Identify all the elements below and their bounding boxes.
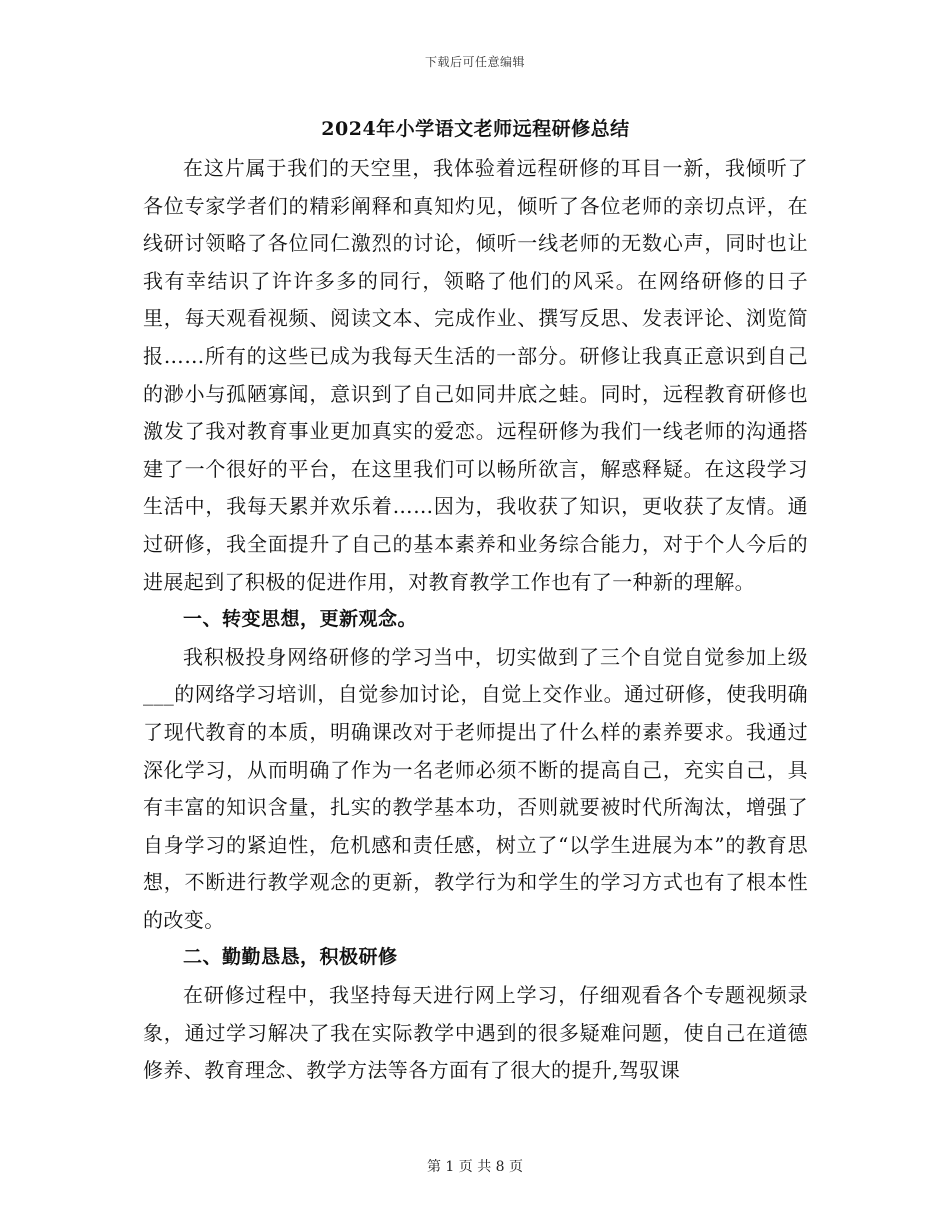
- intro-paragraph: 在这片属于我们的天空里，我体验着远程研修的耳目一新，我倾听了各位专家学者们的精彩阐释和真知灼见，倾听了各位老师的亲切点评，在线研讨领略了各位同仁激烈的讨论，倾听一线老师的无数心声，同时也让我有幸结识了许许多多的同行，领略了他们的风采。在网络研修的日子里，每天观看视频、阅读文本、完成作业、撰写反思、发表评论、浏览简报……所有的这些已成为我每天生活的一部分。研修让我真正意识到自己的渺小与孤陋寡闻，意识到了自己如同井底之蛙。同时，远程教育研修也激发了我对教育事业更加真实的爱恋。远程研修为我们一线老师的沟通搭建了一个很好的平台，在这里我们可以畅所欲言，解惑释疑。在这段学习生活中，我每天累并欢乐着……因为，我收获了知识，更收获了友情。通过研修，我全面提升了自己的基本素养和业务综合能力，对于个人今后的进展起到了积极的促进作用，对教育教学工作也有了一种新的理解。: [143, 156, 808, 594]
- section-2-paragraph: 在研修过程中，我坚持每天进行网上学习，仔细观看各个专题视频录象，通过学习解决了我在实际教学中遇到的很多疑难问题，使自己在道德修养、教育理念、教学方法等各方面有了很大的提升,驾驭课: [143, 983, 808, 1083]
- section-1-paragraph: 我积极投身网络研修的学习当中，切实做到了三个自觉自觉参加上级___的网络学习培训，自觉参加讨论，自觉上交作业。通过研修，使我明确了现代教育的本质，明确课改对于老师提出了什么样的素养要求。我通过深化学习，从而明确了作为一名老师必须不断的提高自己，充实自己，具有丰富的知识含量，扎实的教学基本功，否则就要被时代所淘汰，增强了自身学习的紧迫性，危机感和责任感，树立了“以学生进展为本”的教育思想，不断进行教学观念的更新，教学行为和学生的学习方式也有了根本性的改变。: [143, 644, 808, 932]
- section-1-heading: 一、转变思想，更新观念。: [183, 608, 418, 631]
- page-number-indicator: 第 1 页 共 8 页: [426, 1159, 524, 1175]
- document-body: [143, 112, 808, 1090]
- document-title: 2024年小学语文老师远程研修总结: [321, 118, 630, 140]
- page-header-note: 下载后可任意编辑: [424, 55, 525, 69]
- section-2-heading: 二、勤勤恳恳，积极研修: [183, 946, 398, 969]
